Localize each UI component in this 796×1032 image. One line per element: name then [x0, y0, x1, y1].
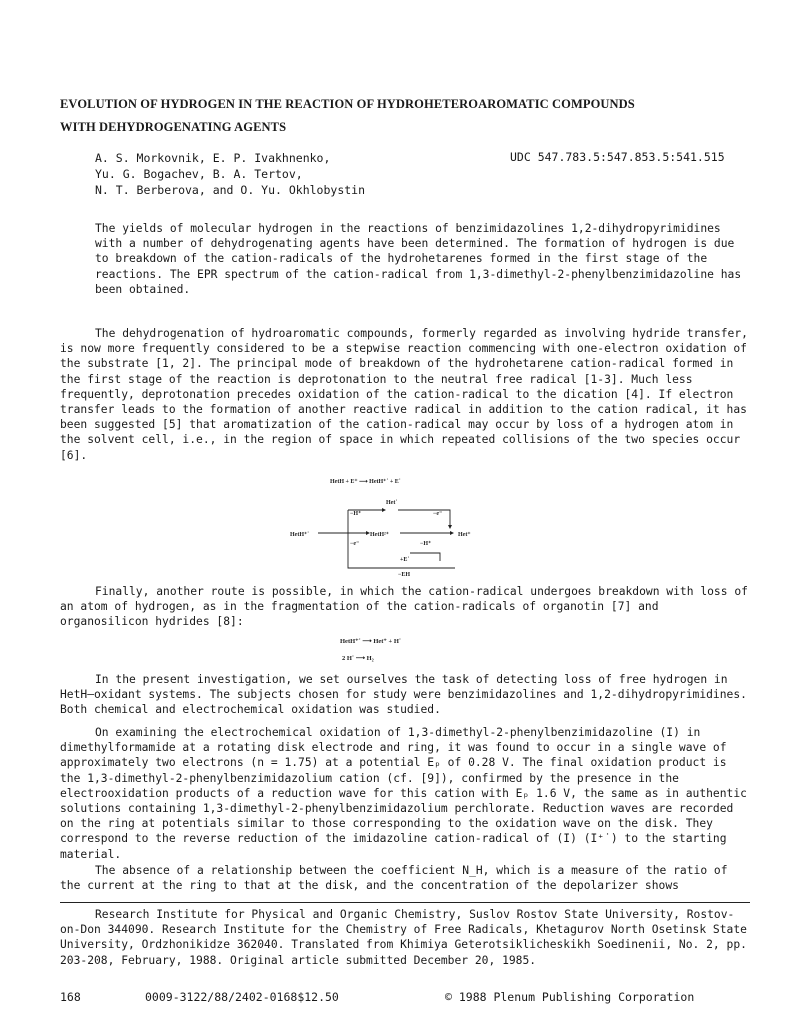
- scheme-het-radical: Het˙: [386, 500, 398, 506]
- abstract: The yields of molecular hydrogen in the reactions of benzimidazolines 1,2-dihydropyrimidines with a number of dehydrogenating agents have been determined. The formation of hydrogen is due to breakdown of the cation-radicals of the hydrohetarenes formed in the first stage of the reactions. The EPR spectrum of the cation-radical from 1,3-dimethyl-2-phenylbenzimidazoline has been obtained.: [95, 222, 742, 296]
- equation-fragmentation: HetH⁺˙ ⟶ Het⁺ + H˙: [340, 638, 402, 645]
- body-paragraph-3: In the present investigation, we set ourselves the task of detecting loss of free hydrogen in HetH–oxidant systems. The subjects chosen for study were benzimidazolines and 1,2-dihydropyrimidines. Both chemical and electrochemical oxidation was studied.: [60, 673, 747, 717]
- udc-code: UDC 547.783.5:547.853.5:541.515: [510, 150, 725, 164]
- body-paragraph-4: On examining the electrochemical oxidation of 1,3-dimethyl-2-phenylbenzimidazoline (I) in dimethylformamide at a rotating disk electrode and ring, it was found to occur in a single wave of approximately two electrons (n = 1.75) at a potential Eₚ of 0.28 V. The final oxidation product is the 1,3-dimethyl-2-phenylbenzimidazolium cation (cf. [9]), confirmed by the presence in the electrooxidation products of a reduction wave for this cation with Eₚ 1.6 V, the same as in authentic solutions containing 1,3-dimethyl-2-phenylbenzimidazolium perchlorate. Reduction waves are recorded on the ring at potentials similar to those corresponding to the oxidation wave on the disk. They correspond to the reverse reduction of the imidazoline cation-radical of (I) (I⁺˙) to the starting material.: [60, 726, 747, 861]
- page-number: 168: [60, 990, 81, 1004]
- scheme-dication: HetH²⁺: [370, 532, 389, 538]
- fragmentation-equations: [330, 633, 490, 667]
- reaction-scheme: [290, 473, 510, 583]
- body-paragraph-5: The absence of a relationship between the coefficient N_H, which is a measure of the ratio of the current at the ring to that at the disk, and the concentration of the depolarizer shows: [60, 864, 728, 893]
- affiliation-footnote: Research Institute for Physical and Organic Chemistry, Suslov Rostov State University, Rostov-on-Don 344090. Research Institute for the Chemistry of Free Radicals, Khetagurov North Osetinsk State University, Ordzhonikidze 362040. Translated from Khimiya Geterotsiklicheskikh Soedinenii, No. 2, pp. 203-208, February, 1988. Original article submitted December 20, 1985.: [60, 908, 747, 967]
- body-paragraph-1: The dehydrogenation of hydroaromatic compounds, formerly regarded as involving hydride transfer, is now more frequently considered to be a stepwise reaction commencing with one-electron oxidation of the substrate [1, 2]. The principal mode of breakdown of the hydrohetarene cation-radical formed in the first stage of the reaction is deprotonation to the neutral free radical [1-3]. Much less frequently, deprotonation precedes oxidation of the cation-radical to the dication [4]. If electron transfer leads to the formation of another reactive radical in addition to the cation radical, it has been suggested [5] that aromatization of the cation-radical may occur by loss of a hydrogen atom in the solvent cell, i.e., in the region of space in which repeated collisions of the two species occur [6].: [60, 327, 748, 462]
- scheme-top-equation: HetH + E⁺ ⟶ HetH⁺˙ + E˙: [330, 479, 401, 485]
- scheme-label-plus-e: +E˙: [400, 557, 410, 563]
- author-line: Yu. G. Bogachev, B. A. Tertov,: [95, 167, 303, 181]
- equation-recombination: 2 H˙ ⟶ H₂: [342, 655, 374, 662]
- article-title-line-2: WITH DEHYDROGENATING AGENTS: [60, 120, 287, 134]
- scheme-label-minus-eh: −EH: [398, 572, 411, 578]
- article-code: 0009-3122/88/2402-0168$12.50: [145, 990, 339, 1004]
- scheme-label-minus-h-mid: −H⁺: [420, 541, 432, 547]
- scheme-cation-radical: HetH⁺˙: [290, 532, 310, 538]
- author-line: A. S. Morkovnik, E. P. Ivakhnenko,: [95, 151, 331, 165]
- scheme-arrows: [318, 510, 455, 568]
- copyright-notice: © 1988 Plenum Publishing Corporation: [445, 990, 695, 1004]
- footnote-divider: [60, 902, 750, 903]
- author-list: [95, 150, 365, 198]
- article-title-line-1: EVOLUTION OF HYDROGEN IN THE REACTION OF HYDROHETEROAROMATIC COMPOUNDS: [60, 97, 635, 111]
- scheme-label-minus-e-top: −e⁻: [433, 511, 443, 517]
- scheme-het-cation: Het⁺: [458, 532, 471, 538]
- author-line: N. T. Berberova, and O. Yu. Okhlobystin: [95, 183, 366, 197]
- scheme-label-minus-h-top: −H⁺: [350, 511, 362, 517]
- body-paragraph-2: Finally, another route is possible, in which the cation-radical undergoes breakdown with loss of an atom of hydrogen, as in the fragmentation of the cation-radicals of organotin [7] and organosilicon hydrides [8]:: [60, 585, 748, 629]
- scheme-label-minus-e-mid: −e⁻: [350, 541, 360, 547]
